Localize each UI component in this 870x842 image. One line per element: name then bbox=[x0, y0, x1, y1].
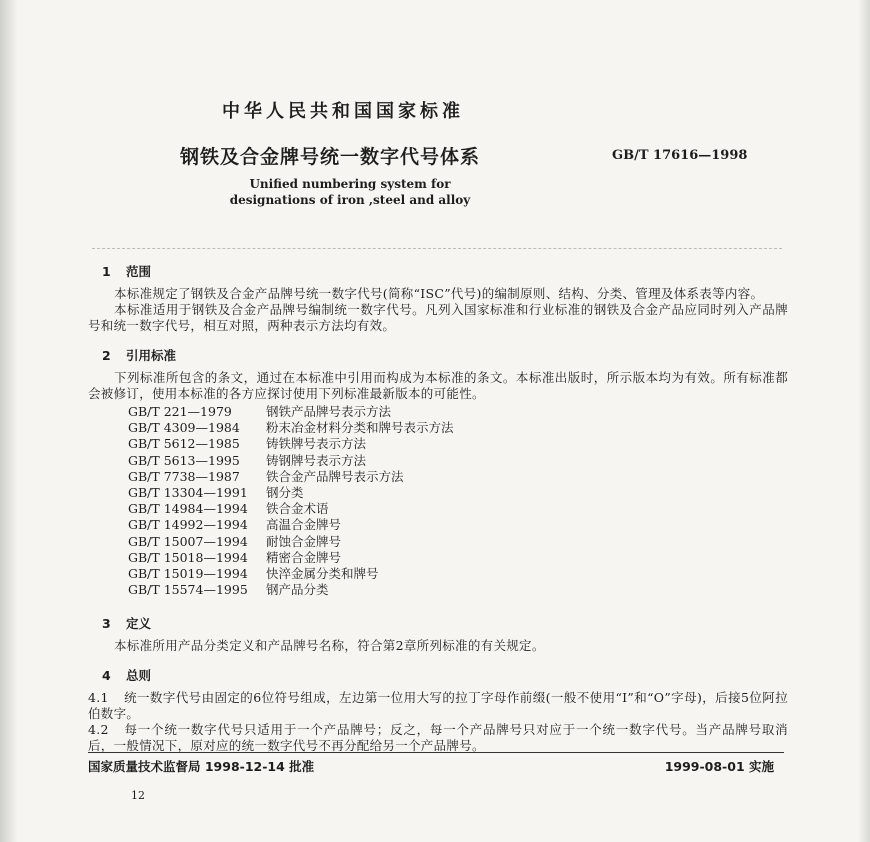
section-number: 1 bbox=[102, 264, 111, 279]
national-standard-heading: 中华人民共和国国家标准 bbox=[222, 101, 464, 122]
english-title bbox=[220, 176, 480, 208]
scan-edge-right bbox=[858, 0, 870, 842]
reference-name: 高温合金牌号 bbox=[266, 517, 342, 533]
reference-item bbox=[128, 404, 788, 420]
reference-code: GB/T 13304—1991 bbox=[128, 484, 248, 500]
english-title-line1: Unified numbering system for bbox=[249, 177, 451, 191]
reference-code: GB/T 15574—1995 bbox=[128, 582, 248, 598]
english-title-line2: designations of iron ,steel and alloy bbox=[229, 193, 471, 207]
reference-item bbox=[128, 517, 788, 533]
reference-name: 钢铁产品牌号表示方法 bbox=[266, 404, 392, 419]
reference-name: 快淬金属分类和牌号 bbox=[266, 565, 379, 581]
section-title: 总则 bbox=[126, 668, 152, 684]
reference-code: GB/T 15018—1994 bbox=[128, 549, 248, 565]
reference-name: 铁合金术语 bbox=[266, 501, 329, 517]
paragraph: 本标准规定了钢铁及合金产品牌号统一数字代号(简称“ISC”代号)的编制原则、结构、分类、管理及体系表等内容。 bbox=[114, 286, 764, 301]
reference-code: GB/T 221—1979 bbox=[128, 404, 232, 419]
section-title: 范围 bbox=[126, 264, 152, 279]
reference-list bbox=[128, 404, 788, 598]
reference-item bbox=[128, 582, 788, 598]
reference-item bbox=[128, 485, 788, 501]
reference-item bbox=[128, 436, 788, 452]
document-title: 钢铁及合金牌号统一数字代号体系 bbox=[180, 146, 481, 168]
paragraph: 下列标准所包含的条文，通过在本标准中引用而构成为本标准的条文。本标准出版时，所示版本均为有效。所有标准都会被修订，使用本标准的各方应探讨使用下列标准最新版本的可能性。 bbox=[88, 370, 788, 401]
reference-code: GB/T 5612—1985 bbox=[128, 436, 240, 452]
footer-divider bbox=[88, 752, 784, 753]
reference-item bbox=[128, 453, 788, 469]
reference-item bbox=[128, 501, 788, 517]
clause-text: 统一数字代号由固定的6位符号组成，左边第一位用大写的拉丁字母作前缀(一般不使用“I”和“O”字母)，后接5位阿拉伯数字。 bbox=[88, 690, 788, 722]
clause-4-1 bbox=[88, 690, 788, 722]
section-title: 定义 bbox=[126, 616, 152, 632]
section-heading-references bbox=[102, 348, 788, 364]
clause-text: 每一个统一数字代号只适用于一个产品牌号；反之，每一个产品牌号只对应于一个统一数字代号。当产品牌号取消后，一般情况下，原对应的统一数字代号不再分配给另一个产品牌号。 bbox=[88, 722, 788, 754]
reference-name: 钢产品分类 bbox=[266, 582, 329, 598]
reference-item bbox=[128, 469, 788, 485]
reference-name: 精密合金牌号 bbox=[266, 549, 342, 565]
reference-name: 钢分类 bbox=[266, 484, 304, 500]
reference-item bbox=[128, 566, 788, 582]
paragraph: 本标准所用产品分类定义和产品牌号名称，符合第2章所列标准的有关规定。 bbox=[114, 638, 545, 654]
standard-code: GB/T 17616—1998 bbox=[612, 148, 748, 163]
clause-4-2 bbox=[88, 722, 788, 754]
section-number: 4 bbox=[102, 668, 111, 684]
reference-code: GB/T 14984—1994 bbox=[128, 501, 248, 517]
reference-code: GB/T 15019—1994 bbox=[128, 565, 248, 581]
reference-code: GB/T 7738—1987 bbox=[128, 468, 240, 484]
reference-name: 耐蚀合金牌号 bbox=[266, 533, 342, 549]
section-heading-scope bbox=[102, 264, 788, 280]
paragraph: 本标准适用于钢铁及合金产品牌号编制统一数字代号。凡列入国家标准和行业标准的钢铁及合金产品应同时列入产品牌号和统一数字代号，相互对照，两种表示方法均有效。 bbox=[88, 302, 788, 333]
implementation-line: 1999-08-01 实施 bbox=[664, 759, 774, 774]
document-body bbox=[88, 258, 788, 754]
reference-name: 粉末冶金材料分类和牌号表示方法 bbox=[266, 420, 454, 436]
page-number: 12 bbox=[131, 789, 145, 802]
reference-name: 铸铁牌号表示方法 bbox=[266, 436, 367, 452]
reference-item bbox=[128, 534, 788, 550]
section-number: 3 bbox=[102, 616, 111, 632]
section-heading-general bbox=[102, 668, 788, 684]
scan-edge-left bbox=[0, 0, 18, 842]
section-heading-definitions bbox=[102, 616, 788, 632]
section-number: 2 bbox=[102, 348, 111, 363]
reference-name: 铸钢牌号表示方法 bbox=[266, 452, 367, 468]
header-divider bbox=[92, 248, 782, 249]
reference-code: GB/T 14992—1994 bbox=[128, 517, 248, 533]
reference-code: GB/T 5613—1995 bbox=[128, 452, 240, 468]
section-title: 引用标准 bbox=[126, 348, 177, 363]
reference-item bbox=[128, 420, 788, 436]
reference-code: GB/T 4309—1984 bbox=[128, 420, 240, 436]
clause-number: 4.2 bbox=[88, 722, 109, 738]
clause-number: 4.1 bbox=[88, 690, 109, 706]
approval-line: 国家质量技术监督局 1998-12-14 批准 bbox=[88, 759, 315, 774]
reference-item bbox=[128, 550, 788, 566]
reference-code: GB/T 15007—1994 bbox=[128, 533, 248, 549]
reference-name: 铁合金产品牌号表示方法 bbox=[266, 468, 404, 484]
